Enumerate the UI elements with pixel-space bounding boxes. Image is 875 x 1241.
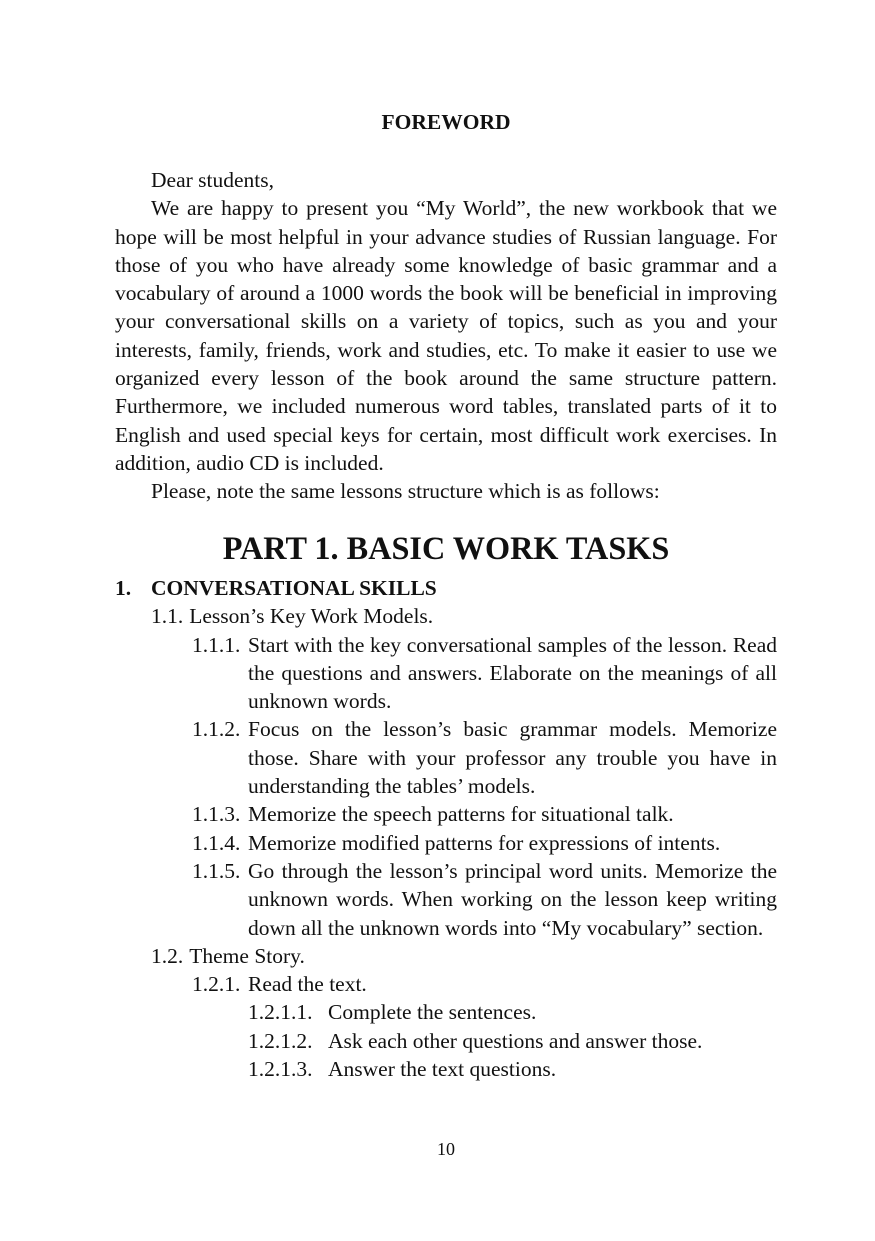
foreword-body [115, 166, 777, 506]
outline-text: Complete the sentences. [328, 1000, 537, 1025]
outline-item [115, 1027, 777, 1055]
outline-item [115, 1055, 777, 1083]
outline-text: Start with the key conversational samples of the lesson. Read the questions and answers. Elaborate on the meanings of all unknown words. [248, 632, 777, 714]
greeting: Dear students, [151, 168, 274, 192]
outline-item [115, 574, 777, 602]
outline-text: Answer the text questions. [328, 1057, 557, 1082]
outline-item [115, 857, 777, 942]
outline-text: Memorize modified patterns for expressions of intents. [248, 830, 721, 855]
lesson-structure-outline [115, 574, 777, 1083]
outline-item [115, 602, 777, 630]
outline-text: Focus on the lesson’s basic grammar models. Memorize those. Share with your professor any trouble you have in understanding the tables’ models. [248, 717, 777, 799]
outline-number: 1. [115, 576, 132, 600]
outline-text: Lesson’s Key Work Models. [189, 604, 434, 629]
outline-item [115, 998, 777, 1026]
outline-text: Memorize the speech patterns for situational talk. [248, 802, 674, 827]
page-title: FOREWORD [381, 110, 511, 134]
outline-number: 1.2.1.2. [248, 1028, 313, 1053]
part-heading: PART 1. BASIC WORK TASKS [222, 530, 670, 566]
outline-number: 1.1. [151, 604, 184, 629]
outline-item [115, 631, 777, 716]
outline-text: Go through the lesson’s principal word units. Memorize the unknown words. When working on the lesson keep writing down all the unknown words into “My vocabulary” section. [248, 858, 777, 940]
outline-text: Theme Story. [189, 943, 305, 968]
outline-number: 1.2.1. [192, 972, 241, 997]
outline-text: Ask each other questions and answer those. [328, 1028, 703, 1053]
outline-number: 1.2. [151, 943, 184, 968]
outline-number: 1.1.5. [192, 858, 241, 883]
outline-number: 1.2.1.1. [248, 1000, 313, 1025]
outline-number: 1.1.4. [192, 830, 241, 855]
outline-item [115, 970, 777, 998]
outline-number: 1.1.2. [192, 717, 241, 742]
page-number: 10 [437, 1139, 455, 1159]
outline-item [115, 715, 777, 800]
outline-number: 1.1.1. [192, 632, 241, 657]
outline-number: 1.1.3. [192, 802, 241, 827]
intro-paragraph: We are happy to present you “My World”, the new workbook that we hope will be most helpful in your advance studies of Russian language. For those of you who have already some knowledge of basic grammar and a vocabulary of around a 1000 words the book will be beneficial in improving your conversational skills on a variety of topics, such as you and your interests, family, friends, work and studies, etc. To make it easier to use we organized every lesson of the book around the same structure pattern. Furthermore, we included numerous word tables, translated parts of it to English and used special keys for certain, most difficult work exercises. In addition, audio CD is included. [115, 196, 777, 475]
outline-text: CONVERSATIONAL SKILLS [151, 576, 437, 600]
outline-text: Read the text. [248, 972, 367, 997]
outline-number: 1.2.1.3. [248, 1057, 313, 1082]
outline-item [115, 829, 777, 857]
outline-item [115, 800, 777, 828]
outline-item [115, 942, 777, 970]
structure-note: Please, note the same lessons structure which is as follows: [151, 479, 660, 504]
